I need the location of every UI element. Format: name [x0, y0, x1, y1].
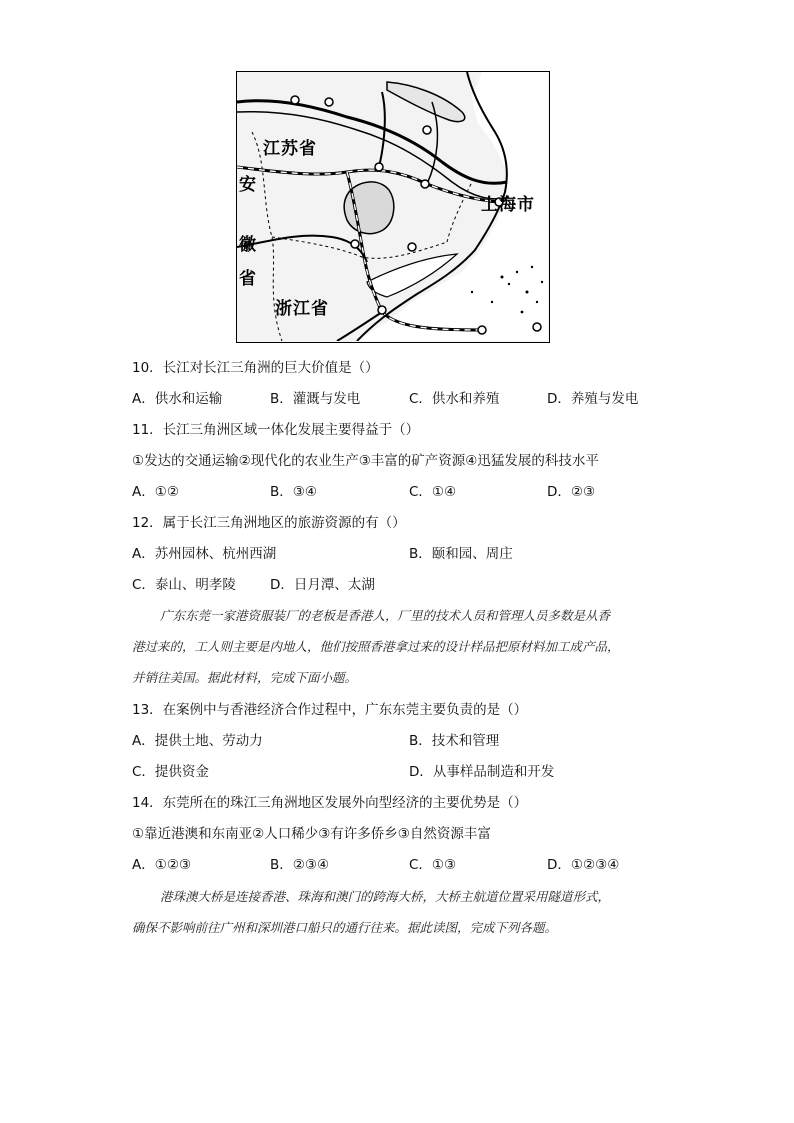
q11-option-b: B．③④: [270, 484, 317, 500]
passage-hzmb-line-1: 港珠澳大桥是连接香港、珠海和澳门的跨海大桥，大桥主航道位置采用隧道形式，: [160, 889, 611, 904]
q12-option-d: D．日月潭、太湖: [270, 577, 375, 593]
label-shanghai: 上海市: [481, 195, 535, 215]
q10-option-c: C．供水和养殖: [409, 391, 500, 407]
passage-hzmb-line-2: 确保不影响前往广州和深圳港口船只的通行往来。据此读图，完成下列各题。: [132, 920, 558, 935]
q14-option-a: A．①②③: [132, 857, 192, 873]
q10-option-d: D．养殖与发电: [547, 391, 639, 407]
q12-option-a: A．苏州园林、杭州西湖: [132, 546, 277, 562]
q11-option-d: D．②③: [547, 484, 596, 500]
q10-option-b: B．灌溉与发电: [270, 391, 361, 407]
q13-option-b: B．技术和管理: [409, 733, 500, 749]
passage-dongguan-line-3: 并销往美国。据此材料，完成下面小题。: [132, 670, 358, 685]
passage-dongguan: [132, 600, 672, 693]
q14-option-b: B．②③④: [270, 857, 330, 873]
q14-option-c: C．①③: [409, 857, 457, 873]
yangtze-delta-map: [236, 71, 550, 343]
label-anhui-1: 安: [239, 175, 257, 195]
passage-dongguan-line-2: 港过来的，工人则主要是内地人，他们按照香港拿过来的设计样品把原材料加工成产品，: [132, 639, 620, 654]
q13-option-d: D．从事样品制造和开发: [409, 764, 555, 780]
q14-items: ①靠近港澳和东南亚②人口稀少③有许多侨乡③自然资源丰富: [132, 826, 491, 842]
label-jiangsu: 江苏省: [263, 139, 317, 159]
q14-stem: 14．东莞所在的珠江三角洲地区发展外向型经济的主要优势是（）: [132, 795, 528, 811]
q13-option-c: C．提供资金: [132, 764, 209, 780]
q10-option-a: A．供水和运输: [132, 391, 223, 407]
q12-stem: 12．属于长江三角洲地区的旅游资源的有（）: [132, 515, 406, 531]
passage-hzmb: [132, 881, 672, 943]
q13-stem: 13．在案例中与香港经济合作过程中，广东东莞主要负责的是（）: [132, 702, 528, 718]
q13-option-a: A．提供土地、劳动力: [132, 733, 263, 749]
q11-option-a: A．①②: [132, 484, 179, 500]
q12-option-b: B．颐和园、周庄: [409, 546, 513, 562]
q11-items: ①发达的交通运输②现代化的农业生产③丰富的矿产资源④迅猛发展的科技水平: [132, 453, 599, 469]
q10-stem: 10．长江对长江三角洲的巨大价值是（）: [132, 360, 379, 376]
q14-option-d: D．①②③④: [547, 857, 620, 873]
label-anhui-2: 徽: [239, 235, 257, 255]
passage-dongguan-line-1: 广东东莞一家港资服装厂的老板是香港人，厂里的技术人员和管理人员多数是从香: [160, 608, 611, 623]
q12-option-c: C．泰山、明孝陵: [132, 577, 236, 593]
label-anhui-3: 省: [239, 269, 257, 289]
q11-stem: 11．长江三角洲区域一体化发展主要得益于（）: [132, 422, 420, 438]
q11-option-c: C．①④: [409, 484, 457, 500]
label-zhejiang: 浙江省: [275, 299, 329, 319]
chongming-island: [387, 82, 465, 122]
